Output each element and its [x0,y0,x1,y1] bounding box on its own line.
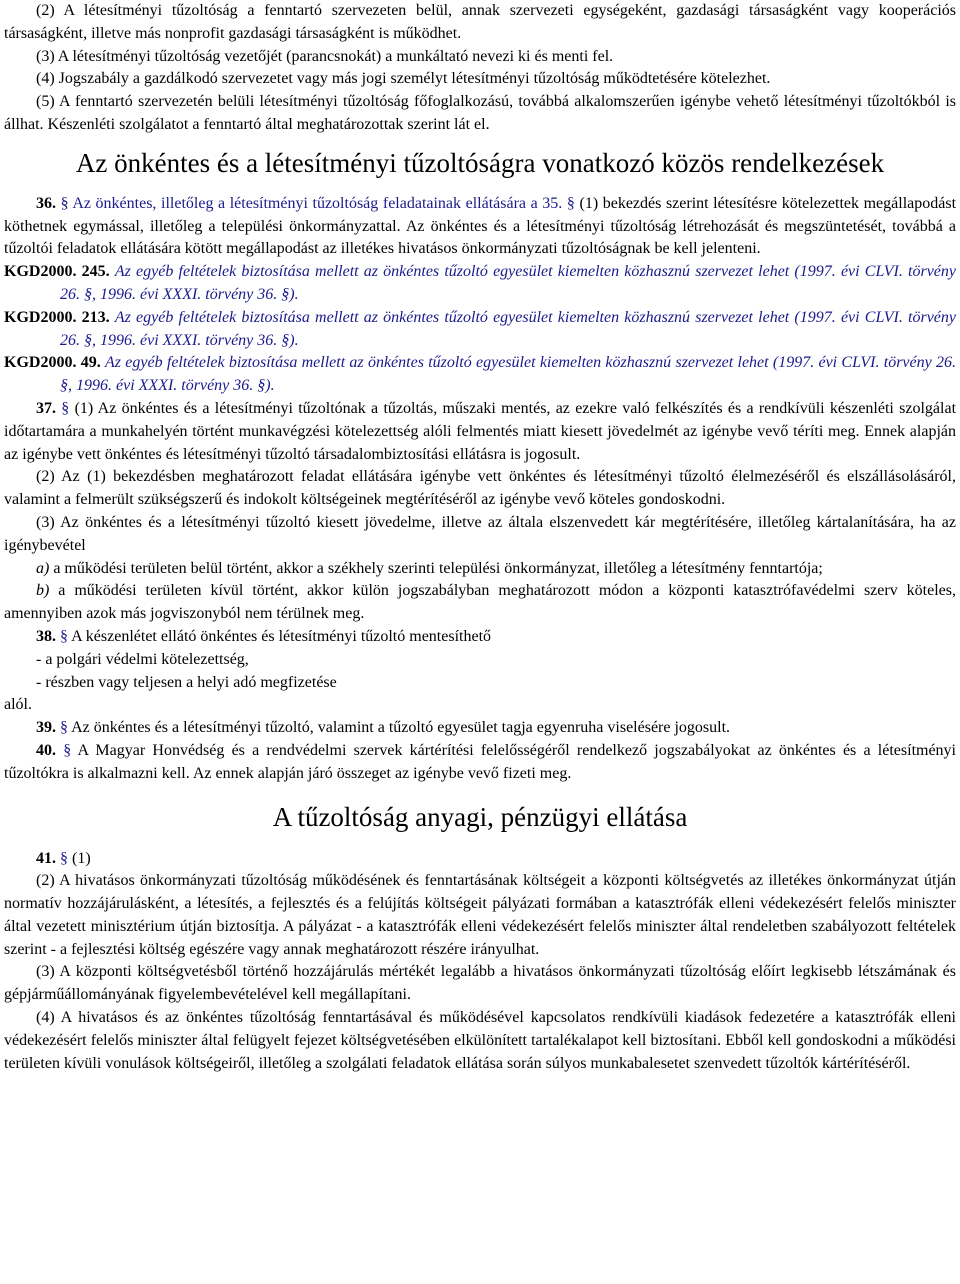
section-number: 41. [36,849,56,867]
section-36 [4,193,956,261]
court-decision-3 [4,352,956,398]
section-38 [4,626,956,649]
court-decision-2 [4,307,956,353]
section-37-1 [4,398,956,466]
paragraph-4: (4) Jogszabály a gazdálkodó szervezetet vagy más jogi személyt létesítményi tűzoltóság működtetésére kötelezhet. [36,70,771,88]
section-mark-link[interactable]: § [61,399,70,417]
section-number: 39. [36,719,56,737]
section-41-3: (3) A központi költségvetésből történő hozzájárulás mértékét legalább a hivatásos önkormányzati tűzoltóság előírt legkisebb létszámának és gépjárműállományának figyelembevételével kell megállapítani. [4,963,956,1004]
paragraph-2: (2) A létesítményi tűzoltóság a fenntartó szervezeten belül, annak szervezeti egységeként, gazdasági társaságként vagy kooperációs társaságként, illetve más nonprofit gazdasági társaságként is működhet. [4,2,956,42]
section-text: (1) [72,849,91,867]
section-mark-link[interactable]: § [60,719,68,737]
point-label: a) [36,559,50,577]
list-item: - részben vagy teljesen a helyi adó megfizetése [36,673,337,691]
section-number: 38. [36,627,56,645]
section-39 [4,717,956,740]
paragraph-5: (5) A fenntartó szervezetén belüli létesítményi tűzoltóság főfoglalkozású, továbbá alkalomszerűen igénybe vehető létesítményi tűzoltókból is állhat. Készenléti szolgálatot a fenntartó által meghatározottak szerint lát el. [4,93,956,133]
section-number: 37. [36,399,56,417]
reference-link[interactable]: Az önkéntes, illetőleg a létesítményi tűzoltóság feladatainak ellátására a 35. [72,194,563,212]
section-41-2: (2) A hivatásos önkormányzati tűzoltóság működésének és fenntartásának költségeit a központi költségvetés az illetékes önkormányzat útján normatív hozzájárulásként, a létesítés, a fejlesztés és a felújítás költségeit pályázati formában a katasztrófák elleni védekezésért felelős miniszter által vezetett minisztérium útján biztosítja. A pályázat - a katasztrófák elleni védekezésért felelős miniszter által rendeletben szabályozott feltételek szerint - a fejlesztési költség egészére vagy annak meghatározott részére irányulhat. [4,872,956,958]
section-heading-financing: A tűzoltóság anyagi, pénzügyi ellátása [272,801,688,832]
decision-summary-link[interactable]: Az egyéb feltételek biztosítása mellett az önkéntes tűzoltó egyesület kiemelten közhasznú szervezet lehet (1997. évi CLVI. törvény 26. §, 1996. évi XXXI. törvény 36. §). [60,354,957,395]
decision-code: KGD2000. 49. [4,354,101,372]
section-mark-link[interactable]: § [60,849,68,867]
paragraph-3: (3) A létesítményi tűzoltóság vezetőjét (parancsnokát) a munkáltató nevezi ki és menti fel. [36,47,614,65]
section-text: (1) Az önkéntes és a létesítményi tűzoltónak a tűzoltás, műszaki mentés, az ezekre való felkészítés és a rendkívüli készenléti szolgálat időtartamára a munkahelyén történt munkavégzési kötelezettség alóli felmentés miatt kiesett jövedelmét az igénybe vevő téríti meg. Ennek alapján az igénybe vett önkéntes és létesítményi tűzoltó társadalombiztosítási ellátásra is jogosult. [4,399,957,463]
section-37-point-b [4,580,956,626]
decision-summary-link[interactable]: Az egyéb feltételek biztosítása mellett az önkéntes tűzoltó egyesület kiemelten közhasznú szervezet lehet (1997. évi CLVI. törvény 26. §, 1996. évi XXXI. törvény 36. §). [60,308,957,349]
section-mark-link[interactable]: § [60,627,68,645]
court-decision-1 [4,261,956,307]
point-label: b) [36,582,50,600]
section-37-3: (3) Az önkéntes és a létesítményi tűzoltó kiesett jövedelme, illetve az általa elszenvedett kár megtérítésére, illetőleg kártalanítására, ha az igénybevétel [4,513,956,554]
section-mark-link[interactable]: § [63,741,72,759]
section-text: A készenlétet ellátó önkéntes és létesítményi tűzoltó mentesíthető [71,627,492,645]
section-41-4: (4) A hivatásos és az önkéntes tűzoltóság fenntartásával és működésével kapcsolatos rendkívüli kiadások fedezetére a katasztrófák elleni védekezésért felelős miniszter által felügyelt fejezet költségvetésében elkülönített tartalékalapot kell biztosítani. Ebből kell gondoskodni a működési területen kívüli vonulások költségeiről, illetőleg a szolgálati feladatok ellátása során súlyos munkabalesetet szenvedett tűzoltók kártérítéséről. [4,1009,956,1072]
section-heading-common-provisions: Az önkéntes és a létesítményi tűzoltóságra vonatkozó közös rendelkezések [75,147,885,178]
decision-code: KGD2000. 245. [4,263,110,281]
section-37-point-a [4,558,956,581]
decision-summary-link[interactable]: Az egyéb feltételek biztosítása mellett az önkéntes tűzoltó egyesület kiemelten közhasznú szervezet lehet (1997. évi CLVI. törvény 26. §, 1996. évi XXXI. törvény 36. §). [60,263,957,303]
section-mark-link[interactable]: § [566,194,575,212]
decision-code: KGD2000. 213. [4,308,110,326]
section-mark-link[interactable]: § [60,194,69,212]
list-item: - a polgári védelmi kötelezettség, [36,650,249,668]
section-41-1 [4,848,956,871]
section-37-2: (2) Az (1) bekezdésben meghatározott feladat ellátására igénybe vett önkéntes és létesítményi tűzoltó élelmezéséről és elszállásolásáról, valamint a felmerült szükségszerű és indokolt költségeinek megtérítéséről az igénybe vevő köteles gondoskodni. [4,468,956,509]
section-text: Az önkéntes és a létesítményi tűzoltó, valamint a tűzoltó egyesület tagja egyenruha viselésére jogosult. [71,719,731,737]
section-number: 40. [36,741,56,759]
section-number: 36. [36,194,56,212]
list-tail: alól. [4,696,32,714]
point-text: a működési területen belül történt, akkor a székhely szerinti települési önkormányzat, illetőleg a létesítmény fenntartója; [53,559,823,577]
section-text: (1) bekezdés szerint létesítésre kötelezettek megállapodást köthetnek egymással, illetőleg a települési önkormányzattal. Az önkéntes és a létesítményi tűzoltóság létrehozását és megszüntetését, továbbá a tűzoltói feladatok ellátására kötött megállapodást az illetékes hivatásos önkormányzati tűzoltóságnak be kell jelenteni. [4,194,957,258]
point-text: a működési területen kívül történt, akkor külön jogszabályban meghatározott módon a központi katasztrófavédelmi szerv köteles, amennyiben azok más jogviszonyból nem térülnek meg. [4,582,956,623]
section-40 [4,740,956,786]
section-text: A Magyar Honvédség és a rendvédelmi szervek kártérítési felelősségéről rendelkező jogszabályokat az önkéntes és a létesítményi tűzoltókra is alkalmazni kell. Az ennek alapján járó összeget az igénybe vevő fizeti meg. [4,741,957,782]
